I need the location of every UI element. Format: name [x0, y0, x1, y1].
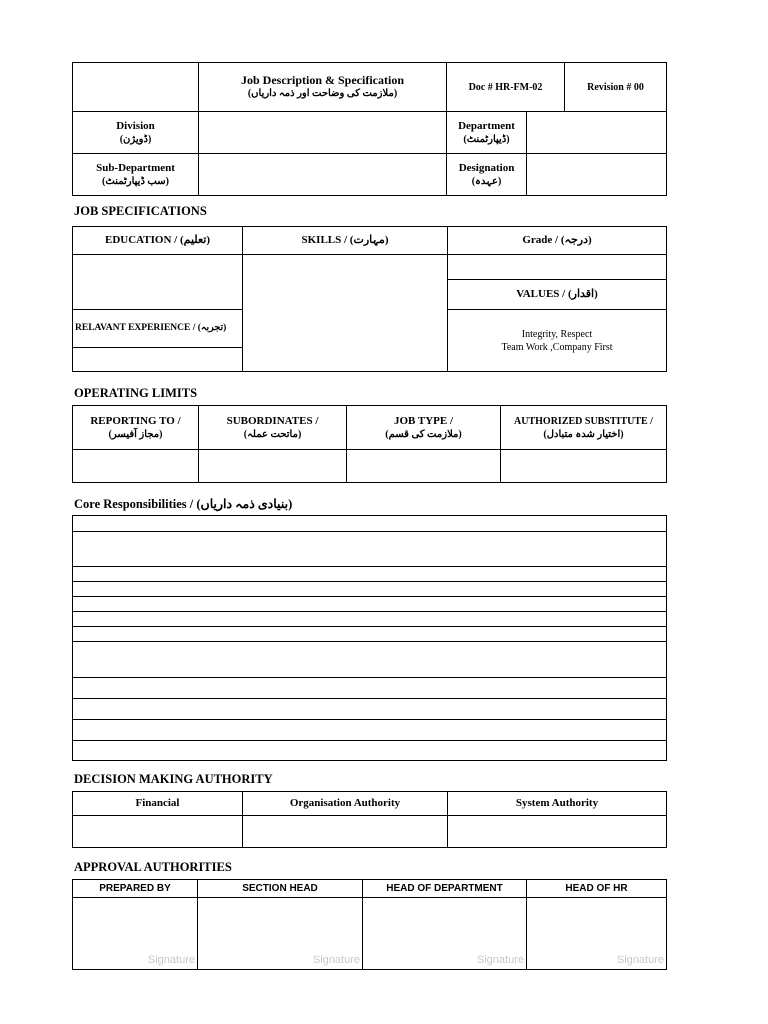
header-table-lower	[72, 111, 667, 196]
job-type-text: JOB TYPE /	[393, 414, 454, 427]
operating-limits-heading: OPERATING LIMITS	[74, 386, 198, 400]
doc-number: Doc # HR-FM-02	[447, 63, 565, 112]
signature-placeholder: Signature	[312, 954, 360, 966]
department-label	[447, 112, 527, 154]
department-text: Department	[458, 119, 515, 132]
reporting-to-urdu: (مجاز آفیسر)	[108, 428, 163, 440]
grade-header: Grade / (درجہ)	[448, 227, 667, 255]
values-header: VALUES / (اقدار)	[448, 280, 667, 310]
section-head-signature-field[interactable]	[198, 898, 363, 970]
prepared-by-header: PREPARED BY	[73, 880, 198, 898]
head-of-department-header: HEAD OF DEPARTMENT	[363, 880, 527, 898]
subordinates-header	[199, 406, 347, 450]
signature-placeholder: Signature	[147, 954, 195, 966]
skills-header: SKILLS / (مہارت)	[243, 227, 448, 255]
job-specifications-heading: JOB SPECIFICATIONS	[74, 204, 207, 218]
responsibility-row[interactable]	[73, 699, 667, 720]
authorized-substitute-text: AUTHORIZED SUBSTITUTE /	[514, 415, 653, 427]
job-type-field[interactable]	[347, 450, 501, 483]
organisation-authority-header: Organisation Authority	[243, 792, 448, 816]
form-title-text: Job Description & Specification	[241, 73, 404, 87]
responsibility-row[interactable]	[73, 612, 667, 627]
experience-header: RELAVANT EXPERIENCE / (تجربہ)	[73, 310, 243, 348]
prepared-by-signature-field[interactable]	[73, 898, 198, 970]
signature-placeholder: Signature	[476, 954, 524, 966]
department-field[interactable]	[527, 112, 667, 154]
responsibility-row[interactable]	[73, 597, 667, 612]
responsibility-row[interactable]	[73, 642, 667, 678]
decision-making-table	[72, 791, 667, 848]
subordinates-field[interactable]	[199, 450, 347, 483]
organisation-authority-field[interactable]	[243, 816, 448, 848]
responsibility-row[interactable]	[73, 741, 667, 761]
division-field[interactable]	[199, 112, 447, 154]
authorized-substitute-urdu: (اختیار شدہ متبادل)	[543, 428, 624, 440]
grade-field[interactable]	[448, 255, 667, 280]
division-urdu: (ڈویژن)	[119, 133, 152, 145]
job-specifications-table	[72, 226, 667, 372]
form-title-urdu: (ملازمت کی وضاحت اور ذمہ داریاں)	[247, 88, 398, 99]
subordinates-text: SUBORDINATES /	[226, 414, 319, 427]
authorized-substitute-field[interactable]	[501, 450, 667, 483]
reporting-to-header	[73, 406, 199, 450]
values-field	[448, 310, 667, 372]
education-header: EDUCATION / (تعلیم)	[73, 227, 243, 255]
division-text: Division	[116, 119, 155, 132]
system-authority-field[interactable]	[448, 816, 667, 848]
responsibility-row[interactable]	[73, 582, 667, 597]
responsibility-row[interactable]	[73, 678, 667, 699]
responsibility-row[interactable]	[73, 567, 667, 582]
designation-text: Designation	[458, 161, 515, 174]
values-line-1: Integrity, Respect	[521, 328, 593, 340]
revision-number: Revision # 00	[565, 63, 667, 112]
sub-department-urdu: (سب ڈیپارٹمنٹ)	[102, 175, 169, 187]
header-table	[72, 62, 667, 112]
authorized-substitute-header	[501, 406, 667, 450]
core-responsibilities-heading: Core Responsibilities / (بنیادی ذمہ داریاں)	[74, 497, 293, 511]
system-authority-header: System Authority	[448, 792, 667, 816]
logo-cell	[73, 63, 199, 112]
subordinates-urdu: (ماتحت عملہ)	[243, 428, 302, 440]
section-head-header: SECTION HEAD	[198, 880, 363, 898]
responsibility-row[interactable]	[73, 627, 667, 642]
skills-field[interactable]	[243, 255, 448, 372]
education-field[interactable]	[73, 255, 243, 310]
designation-field[interactable]	[527, 154, 667, 196]
responsibility-row[interactable]	[73, 720, 667, 741]
head-of-department-signature-field[interactable]	[363, 898, 527, 970]
job-type-urdu: (ملازمت کی قسم)	[385, 428, 462, 440]
department-urdu: (ڈیپارٹمنٹ)	[463, 133, 510, 145]
division-label	[73, 112, 199, 154]
operating-limits-table	[72, 405, 667, 483]
financial-header: Financial	[73, 792, 243, 816]
form-title	[199, 63, 447, 112]
signature-placeholder: Signature	[616, 954, 664, 966]
experience-field[interactable]	[73, 348, 243, 372]
sub-department-field[interactable]	[199, 154, 447, 196]
head-of-hr-header: HEAD OF HR	[527, 880, 667, 898]
values-line-2: Team Work ,Company First	[501, 341, 613, 353]
reporting-to-field[interactable]	[73, 450, 199, 483]
responsibility-row[interactable]	[73, 516, 667, 532]
sub-department-text: Sub-Department	[96, 161, 175, 174]
job-type-header	[347, 406, 501, 450]
designation-label	[447, 154, 527, 196]
decision-making-heading: DECISION MAKING AUTHORITY	[74, 772, 273, 786]
core-responsibilities-table	[72, 515, 667, 761]
designation-urdu: (عہدہ)	[471, 175, 502, 187]
responsibility-row[interactable]	[73, 532, 667, 567]
financial-field[interactable]	[73, 816, 243, 848]
sub-department-label	[73, 154, 199, 196]
reporting-to-text: REPORTING TO /	[90, 414, 181, 427]
approval-authorities-heading: APPROVAL AUTHORITIES	[74, 860, 232, 874]
head-of-hr-signature-field[interactable]	[527, 898, 667, 970]
approval-authorities-table	[72, 879, 667, 970]
